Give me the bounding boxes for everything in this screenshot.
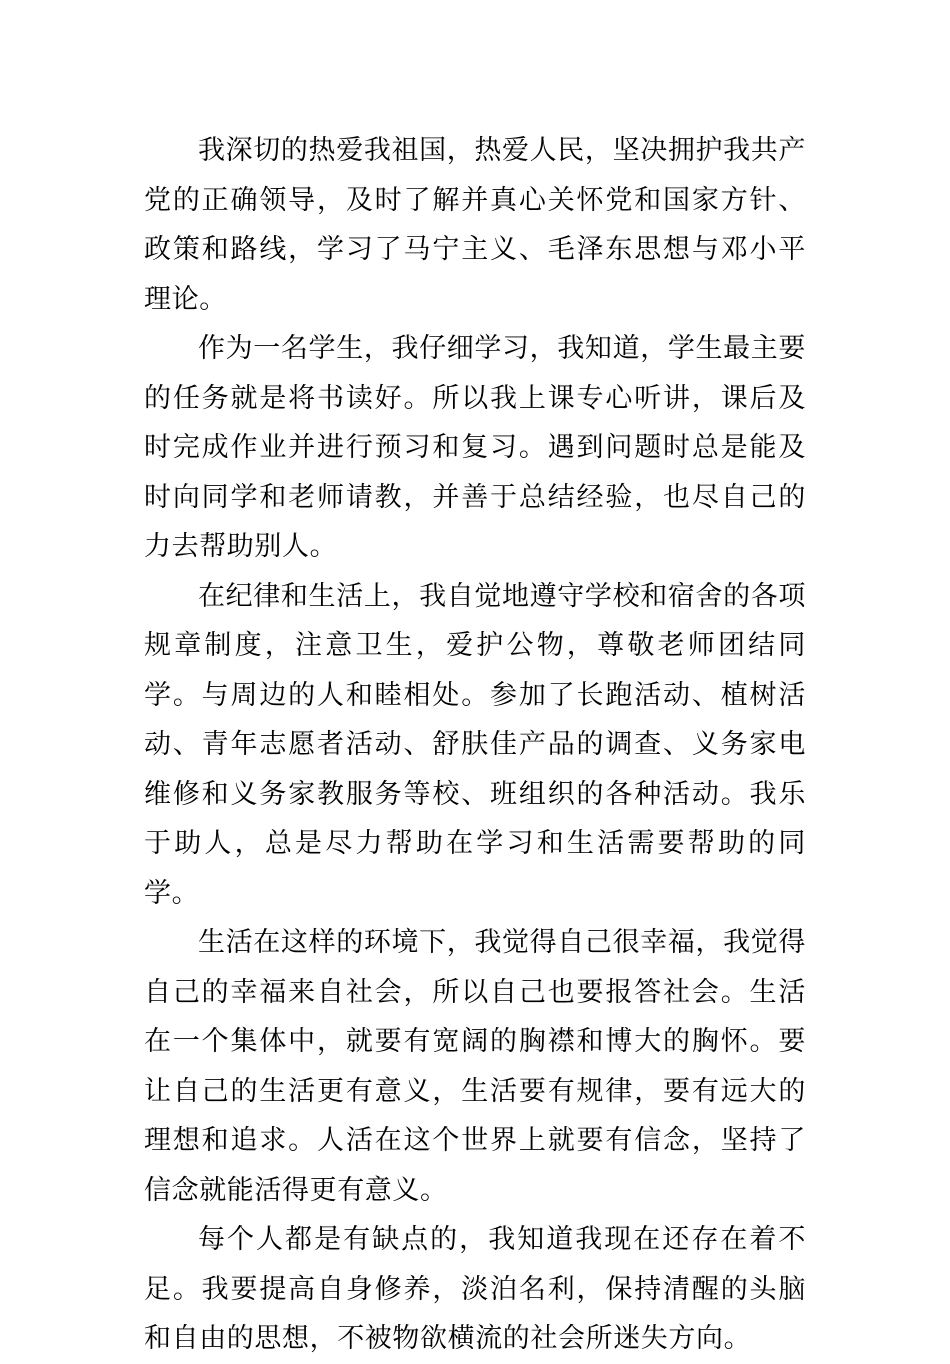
paragraph-1: 我深切的热爱我祖国，热爱人民，坚决拥护我共产党的正确领导，及时了解并真心关怀党和国家方针、政策和路线，学习了马宁主义、毛泽东思想与邓小平理论。 xyxy=(144,135,806,315)
paragraph-4: 生活在这样的环境下，我觉得自己很幸福，我觉得自己的幸福来自社会，所以自己也要报答社会。生活在一个集体中，就要有宽阔的胸襟和博大的胸怀。要让自己的生活更有意义，生活要有规律，要有远大的理想和追求。人活在这个世界上就要有信念，坚持了信念就能活得更有意义。 xyxy=(144,927,806,1206)
paragraph-5: 每个人都是有缺点的，我知道我现在还存在着不足。我要提高自身修养，淡泊名利，保持清醒的头脑和自由的思想，不被物欲横流的社会所迷失方向。 xyxy=(144,1224,806,1354)
paragraph-3: 在纪律和生活上，我自觉地遵守学校和宿舍的各项规章制度，注意卫生，爱护公物，尊敬老师团结同学。与周边的人和睦相处。参加了长跑活动、植树活动、青年志愿者活动、舒肤佳产品的调查、义务家电维修和义务家教服务等校、班组织的各种活动。我乐于助人，总是尽力帮助在学习和生活需要帮助的同学。 xyxy=(144,580,806,909)
paragraph-2: 作为一名学生，我仔细学习，我知道，学生最主要的任务就是将书读好。所以我上课专心听讲，课后及时完成作业并进行预习和复习。遇到问题时总是能及时向同学和老师请教，并善于总结经验，也尽自己的力去帮助别人。 xyxy=(144,333,806,562)
document-body xyxy=(144,126,806,1364)
